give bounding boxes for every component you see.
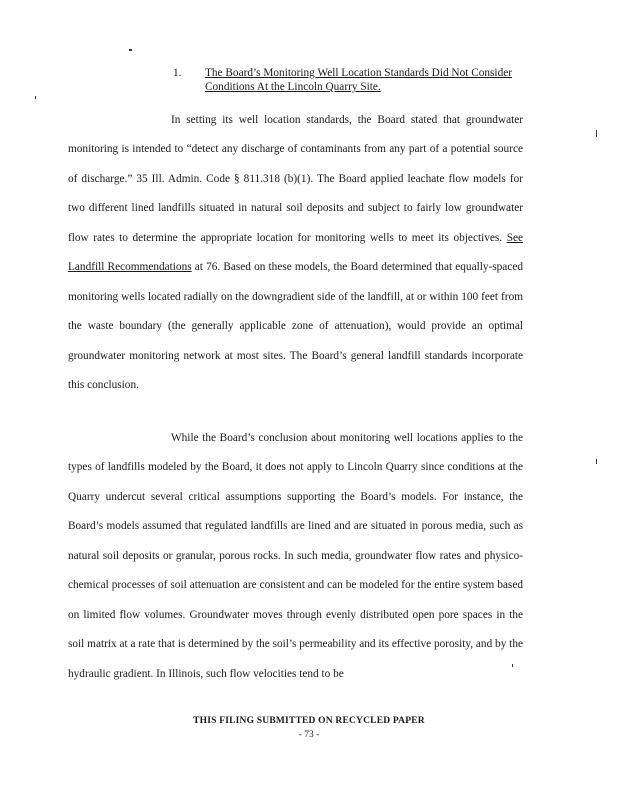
section-title: The Board’s Monitoring Well Location Standards Did Not Consider Conditions At the Lincoln Quarry Site. [205,67,512,93]
see-signal: See [506,231,523,244]
paragraph-1 [68,106,523,401]
paragraph-2-text: While the Board’s conclusion about monitoring well locations applies to the types of landfills modeled by the Board, it does not apply to Lincoln Quarry since conditions at the Quarry undercut several critical assumptions supporting the Board’s models. For instance, the Board’s models assumed that regulated landfills are lined and are situated in porous media, such as natural soil deposits or granular, porous rocks. In such media, groundwater flow rates and physico-chemical processes of soil attenuation are consistent and can be modeled for the entire system based on limited flow volumes. Groundwater moves through evenly distributed open pore spaces in the soil matrix at a rate that is determined by the soil’s permeability and its effective porosity, and by the hydraulic gradient. In Illinois, such flow velocities tend to be [68,432,523,680]
scan-speck [596,130,597,137]
recycled-paper-notice: THIS FILING SUBMITTED ON RECYCLED PAPER [193,716,425,726]
page-number: - 73 - [298,730,320,740]
scan-speck [129,49,132,51]
scan-speck [596,459,597,464]
paragraph-1-text-b: at 76. Based on these models, the Board determined that equally-spaced monitoring wells located radially on the downgradient side of the landfill, at or within 100 feet from the waste boundary (the generally applicable zone of attenuation), would provide an optimal groundwater monitoring network at most sites. The Board’s general landfill standards incorporate this conclusion. [68,261,524,392]
scan-speck [35,96,36,99]
citation-landfill-recommendations: Landfill Recommendations [68,261,192,274]
paragraph-2 [68,424,523,689]
section-number: 1. [173,67,182,79]
paragraph-1-text-a: In setting its well location standards, the Board stated that groundwater monitoring is intended to “detect any discharge of contaminants from any part of a potential source of discharge.” 35 Ill. Admin. Code § 811.318 (b)(1). The Board applied leachate flow models for two different lined landfills situated in natural soil deposits and subject to fairly low groundwater flow rates to determine the appropriate location for monitoring wells to meet its objectives. [68,114,523,244]
